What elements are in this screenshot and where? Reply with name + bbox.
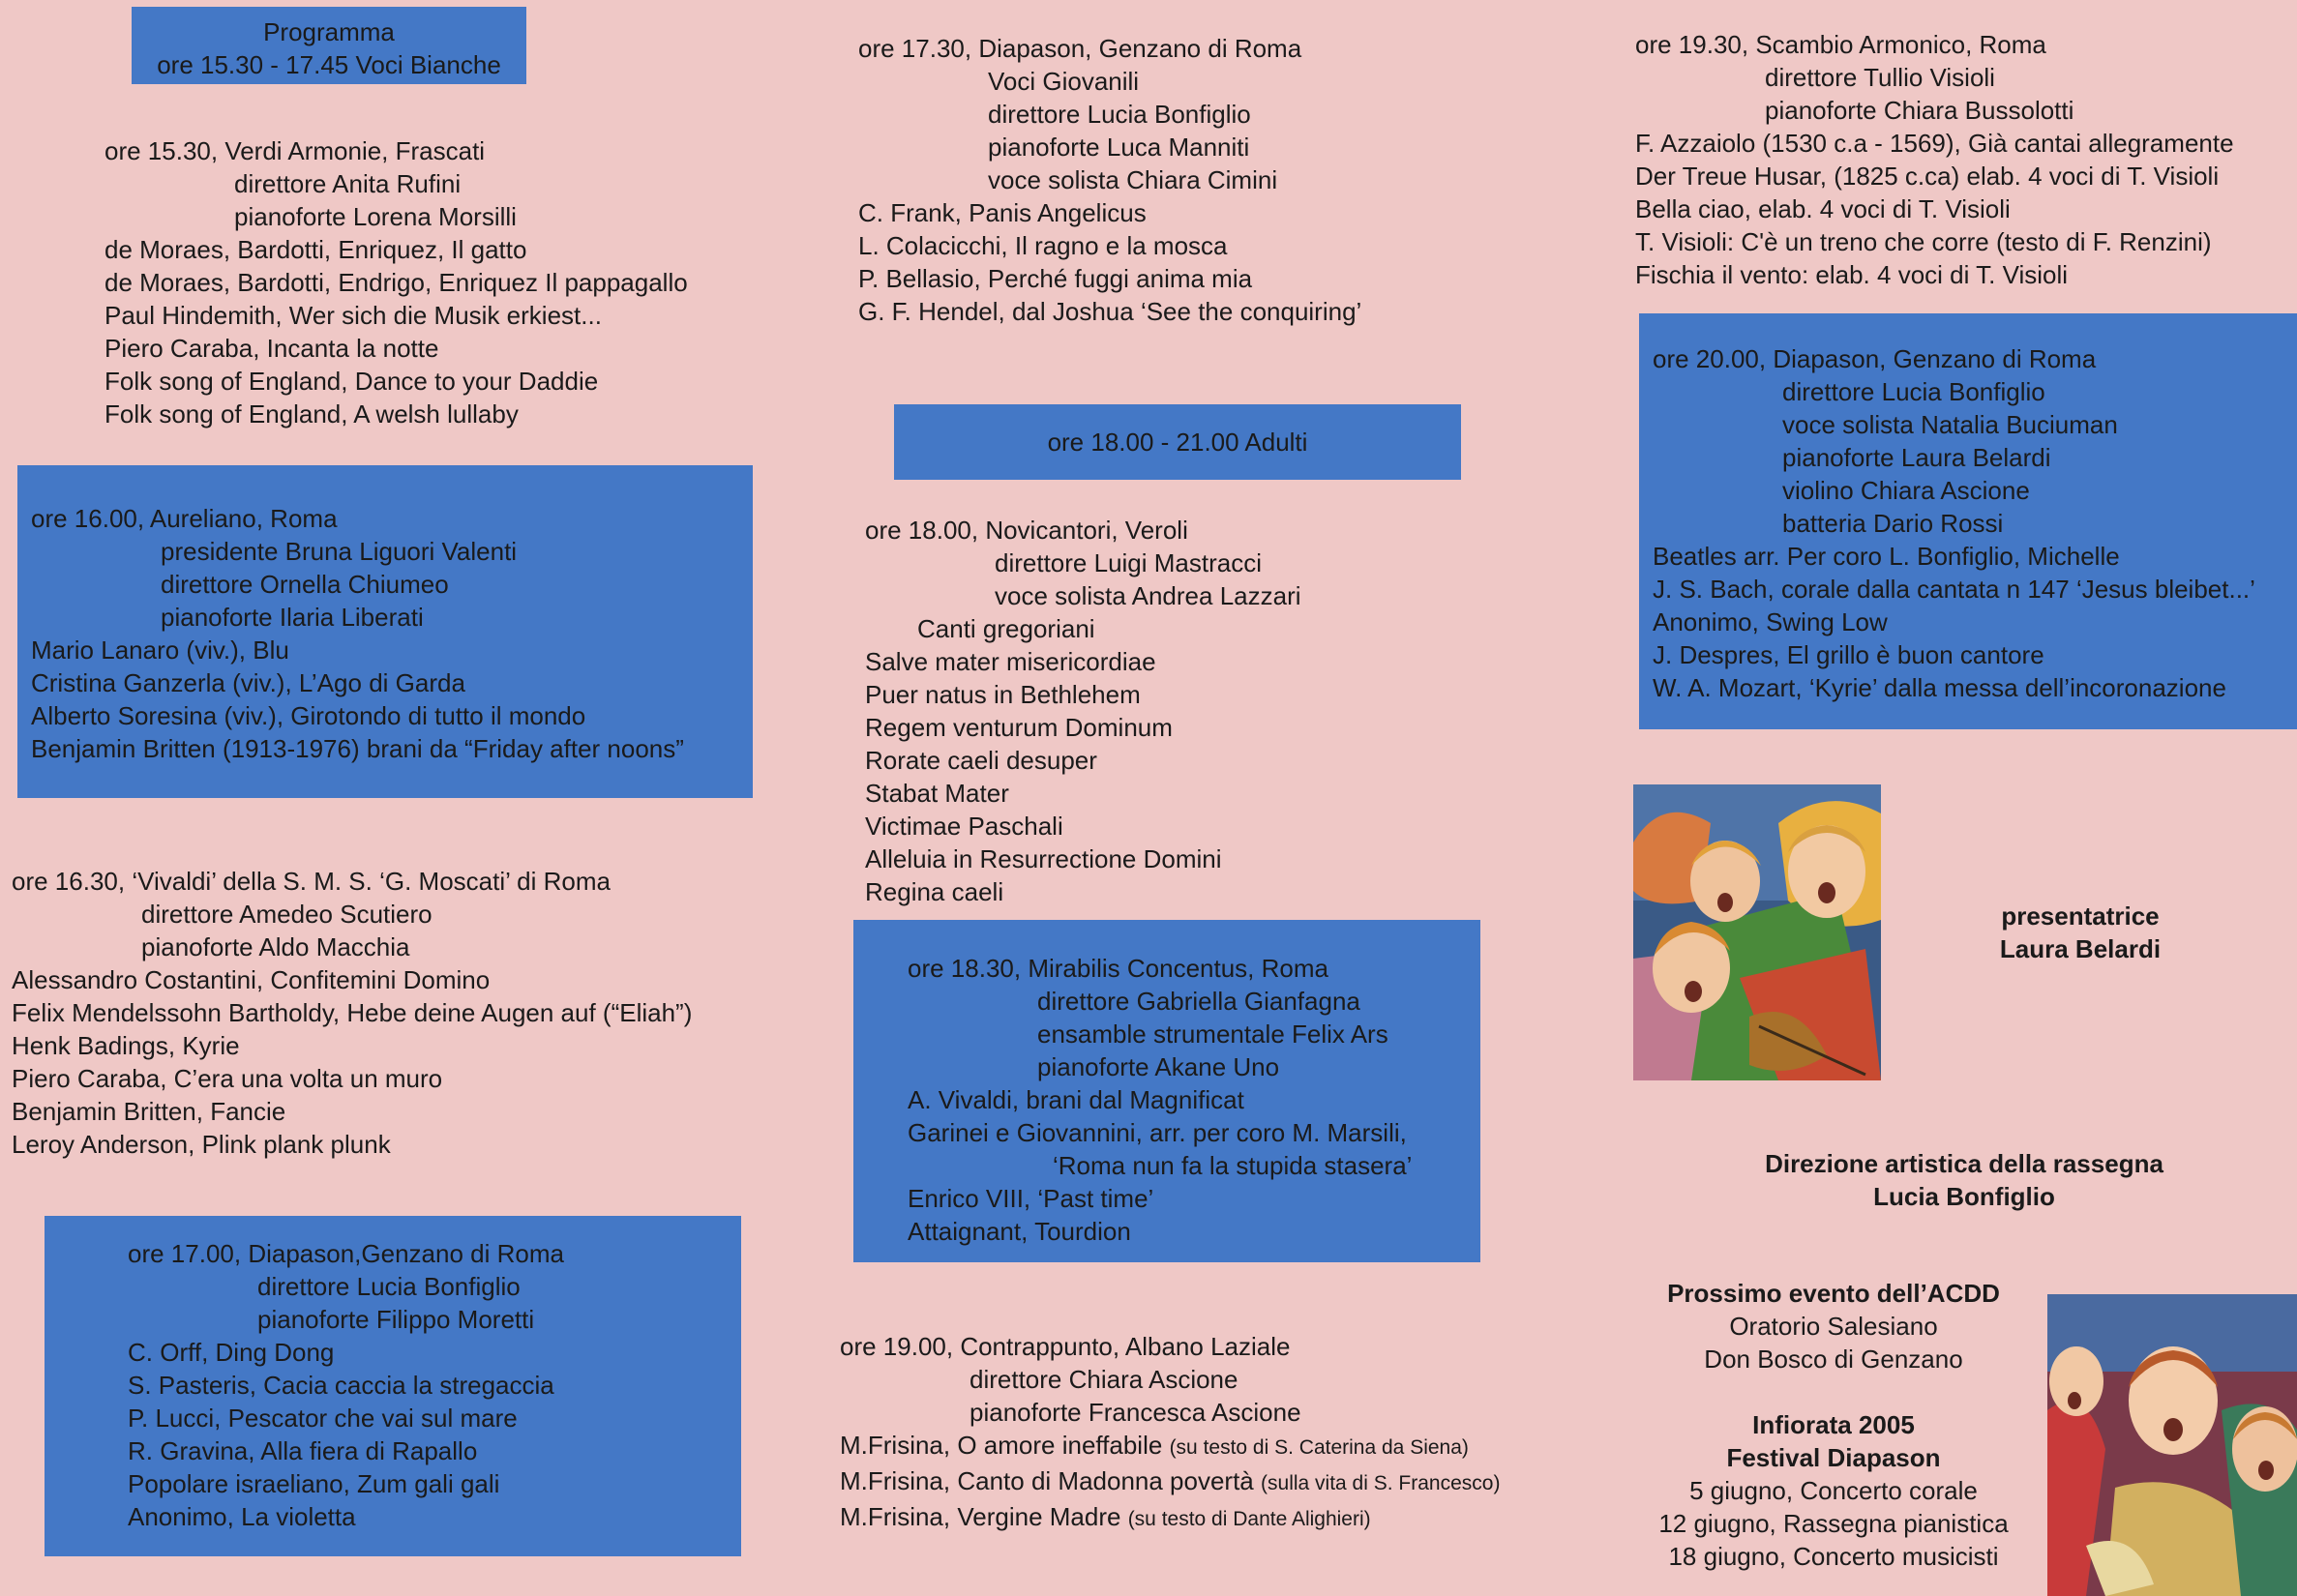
scambio-role: direttore Tullio Visioli	[1765, 63, 1995, 92]
aureliano-role: pianoforte Ilaria Liberati	[161, 603, 424, 632]
diapason20-role: direttore Lucia Bonfiglio	[1782, 377, 2045, 406]
vivaldi-piece: Piero Caraba, C’era una volta un muro	[12, 1064, 443, 1093]
infiorata-date: 12 giugno, Rassegna pianistica	[1658, 1509, 2009, 1538]
piece-note: (su testo di S. Caterina da Siena)	[1169, 1436, 1469, 1459]
presenter-name: Laura Belardi	[1999, 934, 2162, 963]
contrappunto-piece	[840, 1464, 1500, 1500]
contrappunto-time: ore 19.00, Contrappunto, Albano Laziale	[840, 1332, 1291, 1361]
mirabilis-piece: Enrico VIII, ‘Past time’	[908, 1184, 1154, 1213]
diapason1730-piece: L. Colacicchi, Il ragno e la mosca	[858, 231, 1228, 260]
aureliano-role: presidente Bruna Liguori Valenti	[161, 537, 518, 566]
scambio-piece: Fischia il vento: elab. 4 voci di T. Visioli	[1635, 260, 2069, 289]
diapason1730-role: Voci Giovanili	[988, 67, 1140, 96]
infiorata-title: Infiorata 2005	[1752, 1410, 1915, 1439]
presenter-role: presentatrice	[2001, 901, 2160, 931]
verdi-piece: de Moraes, Bardotti, Enriquez, Il gatto	[104, 235, 527, 264]
novicantori-role: voce solista Andrea Lazzari	[995, 581, 1301, 610]
block-vivaldi	[12, 865, 692, 1161]
scambio-piece: T. Visioli: C'è un treno che corre (testo di F. Renzini)	[1635, 227, 2212, 256]
diapason17-piece: C. Orff, Ding Dong	[128, 1338, 335, 1367]
diapason20-role: voce solista Natalia Buciuman	[1782, 410, 2118, 439]
block-diapason-20	[1639, 313, 2297, 729]
diapason17-piece: S. Pasteris, Cacia caccia la stregaccia	[128, 1371, 554, 1400]
spacer	[1626, 1375, 2042, 1408]
block-aureliano	[17, 465, 753, 798]
piece-title: M.Frisina, Vergine Madre	[840, 1502, 1121, 1531]
novicantori-piece: Regina caeli	[865, 877, 1004, 906]
aureliano-role: direttore Ornella Chiumeo	[161, 570, 449, 599]
mirabilis-time: ore 18.30, Mirabilis Concentus, Roma	[908, 954, 1328, 983]
contrappunto-role: direttore Chiara Ascione	[970, 1365, 1238, 1394]
vivaldi-piece: Leroy Anderson, Plink plank plunk	[12, 1130, 391, 1159]
presenter-block	[1968, 900, 2193, 965]
block-contrappunto	[840, 1330, 1500, 1536]
mirabilis-role: pianoforte Akane Uno	[1037, 1052, 1280, 1081]
aureliano-piece: Cristina Ganzerla (viv.), L’Ago di Garda	[31, 668, 465, 697]
verdi-time: ore 15.30, Verdi Armonie, Frascati	[104, 136, 486, 165]
novicantori-piece: Salve mater misericordiae	[865, 647, 1156, 676]
vivaldi-time: ore 16.30, ‘Vivaldi’ della S. M. S. ‘G. Moscati’ di Roma	[12, 867, 611, 896]
novicantori-piece: Regem venturum Dominum	[865, 713, 1173, 742]
choir-painting-svg	[2047, 1294, 2297, 1596]
vivaldi-piece: Felix Mendelssohn Bartholdy, Hebe deine Augen auf (“Eliah”)	[12, 998, 693, 1027]
verdi-piece: de Moraes, Bardotti, Endrigo, Enriquez Il pappagallo	[104, 268, 688, 297]
next-event-block	[1626, 1277, 2042, 1573]
block-mirabilis	[853, 920, 1480, 1262]
scambio-piece: F. Azzaiolo (1530 c.a - 1569), Già cantai allegramente	[1635, 129, 2234, 158]
adulti-label: ore 18.00 - 21.00 Adulti	[1047, 428, 1308, 457]
novicantori-piece: Alleluia in Resurrectione Domini	[865, 844, 1222, 873]
contrappunto-role: pianoforte Francesca Ascione	[970, 1398, 1301, 1427]
mirabilis-role: direttore Gabriella Gianfagna	[1037, 987, 1360, 1016]
piece-title: M.Frisina, Canto di Madonna povertà	[840, 1466, 1254, 1495]
infiorata-date: 18 giugno, Concerto musicisti	[1668, 1542, 1999, 1571]
diapason20-piece: Beatles arr. Per coro L. Bonfiglio, Michelle	[1653, 542, 2120, 571]
novicantori-piece: Stabat Mater	[865, 779, 1009, 808]
scambio-role: pianoforte Chiara Bussolotti	[1765, 96, 2074, 125]
verdi-role: pianoforte Lorena Morsilli	[234, 202, 517, 231]
aureliano-piece: Mario Lanaro (viv.), Blu	[31, 635, 289, 665]
scambio-piece: Der Treue Husar, (1825 c.ca) elab. 4 voci di T. Visioli	[1635, 162, 2220, 191]
verdi-piece: Paul Hindemith, Wer sich die Musik erkiest...	[104, 301, 602, 330]
diapason20-piece: W. A. Mozart, ‘Kyrie’ dalla messa dell’incoronazione	[1653, 673, 2226, 702]
vivaldi-piece: Henk Badings, Kyrie	[12, 1031, 240, 1060]
aureliano-piece: Alberto Soresina (viv.), Girotondo di tutto il mondo	[31, 701, 586, 730]
block-diapason-17	[45, 1216, 741, 1556]
novicantori-section: Canti gregoriani	[917, 614, 1095, 643]
diapason1730-role: direttore Lucia Bonfiglio	[988, 100, 1251, 129]
piece-title: M.Frisina, O amore ineffabile	[840, 1431, 1163, 1460]
verdi-role: direttore Anita Rufini	[234, 169, 462, 198]
novicantori-role: direttore Luigi Mastracci	[995, 548, 1262, 577]
aureliano-time: ore 16.00, Aureliano, Roma	[31, 504, 338, 533]
next-event-line: Oratorio Salesiano	[1729, 1312, 1938, 1341]
angels-painting-image	[1633, 784, 1881, 1080]
mirabilis-piece: ‘Roma nun fa la stupida stasera’	[1053, 1151, 1413, 1180]
diapason20-role: batteria Dario Rossi	[1782, 509, 2004, 538]
novicantori-piece: Rorate caeli desuper	[865, 746, 1097, 775]
infiorata-subtitle: Festival Diapason	[1726, 1443, 1941, 1472]
diapason1730-piece: P. Bellasio, Perché fuggi anima mia	[858, 264, 1253, 293]
diapason17-piece: Popolare israeliano, Zum gali gali	[128, 1469, 500, 1498]
diapason17-time: ore 17.00, Diapason,Genzano di Roma	[128, 1239, 564, 1268]
diapason1730-time: ore 17.30, Diapason, Genzano di Roma	[858, 34, 1302, 63]
diapason20-piece: J. S. Bach, corale dalla cantata n 147 ‘Jesus bleibet...’	[1653, 575, 2255, 604]
piece-note: (sulla vita di S. Francesco)	[1261, 1472, 1501, 1494]
infiorata-date: 5 giugno, Concerto corale	[1689, 1476, 1978, 1505]
contrappunto-piece	[840, 1429, 1500, 1464]
diapason1730-role: voce solista Chiara Cimini	[988, 165, 1278, 194]
diapason1730-role: pianoforte Luca Manniti	[988, 133, 1250, 162]
mirabilis-role: ensamble strumentale Felix Ars	[1037, 1020, 1388, 1049]
diapason17-piece: P. Lucci, Pescator che vai sul mare	[128, 1404, 518, 1433]
mirabilis-piece: A. Vivaldi, brani dal Magnificat	[908, 1085, 1244, 1114]
next-event-title: Prossimo evento dell’ACDD	[1667, 1279, 2000, 1308]
angels-painting-svg	[1633, 784, 1881, 1080]
choir-painting-image	[2047, 1294, 2297, 1596]
novicantori-piece: Puer natus in Bethlehem	[865, 680, 1141, 709]
diapason17-role: direttore Lucia Bonfiglio	[257, 1272, 521, 1301]
diapason20-time: ore 20.00, Diapason, Genzano di Roma	[1653, 344, 2097, 373]
diapason20-role: violino Chiara Ascione	[1782, 476, 2030, 505]
programma-box	[132, 7, 526, 84]
block-novicantori	[865, 514, 1301, 908]
contrappunto-piece	[840, 1500, 1500, 1536]
diapason17-role: pianoforte Filippo Moretti	[257, 1305, 535, 1334]
diapason20-piece: J. Despres, El grillo è buon cantore	[1653, 640, 2044, 669]
vivaldi-role: direttore Amedeo Scutiero	[141, 900, 433, 929]
piece-note: (su testo di Dante Alighieri)	[1127, 1508, 1371, 1530]
diapason17-piece: R. Gravina, Alla fiera di Rapallo	[128, 1436, 478, 1465]
next-event-line: Don Bosco di Genzano	[1704, 1345, 1963, 1374]
vivaldi-role: pianoforte Aldo Macchia	[141, 932, 410, 961]
mirabilis-piece: Attaignant, Tourdion	[908, 1217, 1131, 1246]
scambio-time: ore 19.30, Scambio Armonico, Roma	[1635, 30, 2046, 59]
mirabilis-piece: Garinei e Giovannini, arr. per coro M. Marsili,	[908, 1118, 1407, 1147]
verdi-piece: Piero Caraba, Incanta la notte	[104, 334, 439, 363]
verdi-piece: Folk song of England, Dance to your Daddie	[104, 367, 599, 396]
verdi-piece: Folk song of England, A welsh lullaby	[104, 399, 519, 429]
diapason1730-piece: G. F. Hendel, dal Joshua ‘See the conquiring’	[858, 297, 1362, 326]
vivaldi-piece: Alessandro Costantini, Confitemini Domino	[12, 965, 491, 994]
aureliano-piece: Benjamin Britten (1913-1976) brani da “Friday after noons”	[31, 734, 684, 763]
block-verdi	[104, 134, 688, 430]
block-scambio	[1635, 28, 2234, 291]
novicantori-piece: Victimae Paschali	[865, 812, 1063, 841]
direction-block	[1674, 1147, 2254, 1213]
programma-title: Programma	[263, 17, 395, 46]
diapason20-role: pianoforte Laura Belardi	[1782, 443, 2051, 472]
diapason20-piece: Anonimo, Swing Low	[1653, 607, 1888, 636]
novicantori-time: ore 18.00, Novicantori, Veroli	[865, 516, 1188, 545]
direction-title: Direzione artistica della rassegna	[1765, 1149, 2163, 1178]
adulti-box	[894, 404, 1461, 480]
block-diapason-1730	[858, 32, 1361, 328]
diapason1730-piece: C. Frank, Panis Angelicus	[858, 198, 1147, 227]
scambio-piece: Bella ciao, elab. 4 voci di T. Visioli	[1635, 194, 2011, 223]
diapason17-piece: Anonimo, La violetta	[128, 1502, 356, 1531]
programma-subtitle: ore 15.30 - 17.45 Voci Bianche	[157, 50, 501, 79]
direction-name: Lucia Bonfiglio	[1873, 1182, 2055, 1211]
vivaldi-piece: Benjamin Britten, Fancie	[12, 1097, 286, 1126]
